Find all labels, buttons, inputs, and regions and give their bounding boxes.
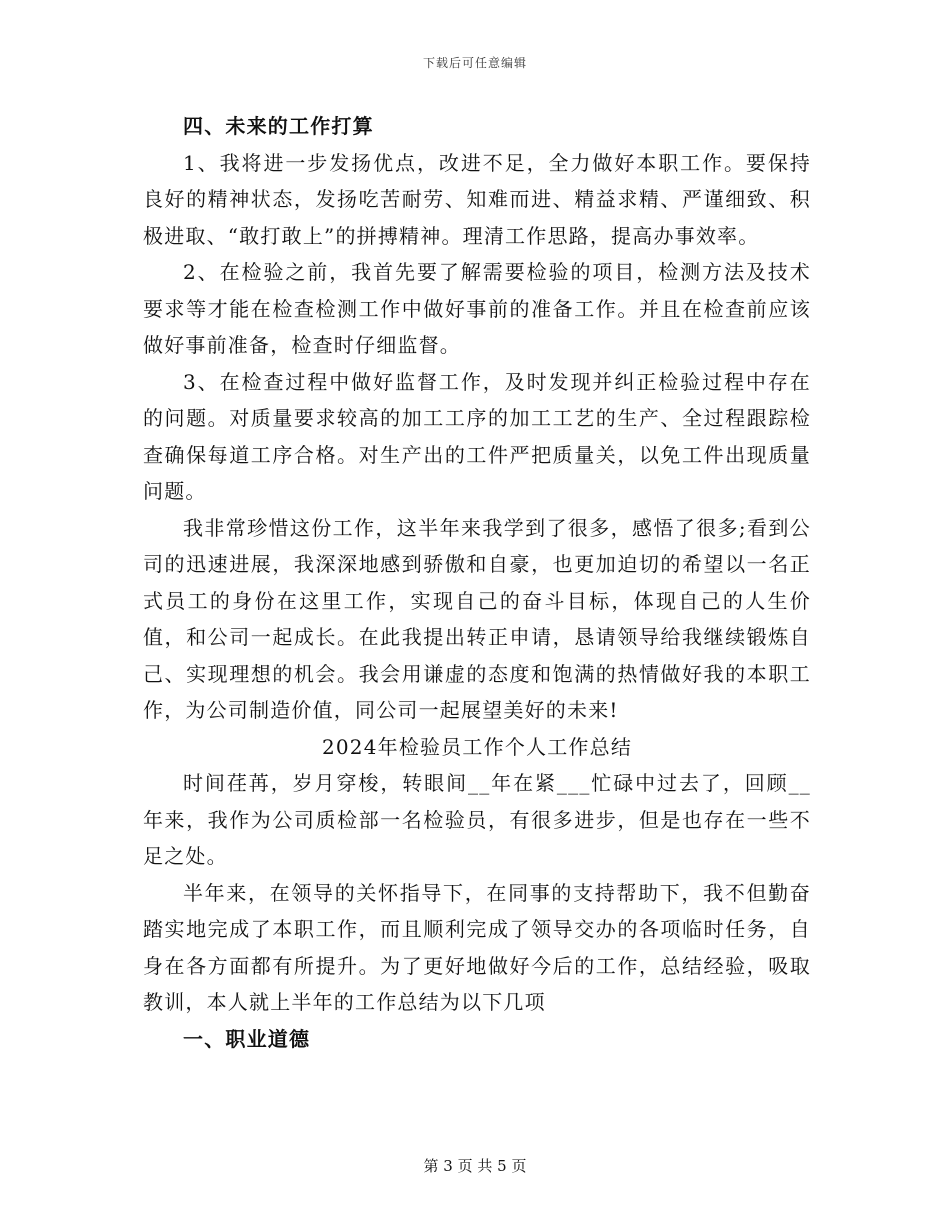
page-header: 下载后可任意编辑 xyxy=(422,56,527,70)
section-heading-future-plans: 四、未来的工作打算 xyxy=(183,114,374,138)
document-title: 2024年检验员工作个人工作总结 xyxy=(321,734,633,759)
paragraph: 我非常珍惜这份工作，这半年来我学到了很多，感悟了很多;看到公司的迅速进展，我深深地感到骄傲和自豪，也更加迫切的希望以一名正式员工的身份在这里工作，实现自己的奋斗目标，体现自己的人生价值，和公司一起成长。在此我提出转正申请，恳请领导给我继续锻炼自己、实现理想的机会。我会用谦虚的态度和饱满的热情做好我的本职工作，为公司制造价值，同公司一起展望美好的未来! xyxy=(143,515,811,722)
section-heading-ethics: 一、职业道德 xyxy=(183,1026,311,1051)
paragraph: 半年来，在领导的关怀指导下，在同事的支持帮助下，我不但勤奋踏实地完成了本职工作，而且顺利完成了领导交办的各项临时任务，自身在各方面都有所提升。为了更好地做好今后的工作，总结经验，吸取教训，本人就上半年的工作总结为以下几项 xyxy=(143,880,811,1014)
paragraph: 1、我将进一步发扬优点，改进不足，全力做好本职工作。要保持良好的精神状态，发扬吃苦耐劳、知难而进、精益求精、严谨细致、积极进取、“敢打敢上”的拼搏精神。理清工作思路，提高办事效率。 xyxy=(143,150,811,248)
paragraph: 时间荏苒，岁月穿梭，转眼间__年在紧___忙碌中过去了，回顾__年来，我作为公司质检部一名检验员，有很多进步，但是也存在一些不足之处。 xyxy=(143,771,811,868)
document-body xyxy=(143,108,811,1057)
paragraph: 3、在检查过程中做好监督工作，及时发现并纠正检验过程中存在的问题。对质量要求较高的加工工序的加工工艺的生产、全过程跟踪检查确保每道工序合格。对生产出的工件严把质量关，以免工件出现质量问题。 xyxy=(143,369,811,503)
paragraph: 2、在检验之前，我首先要了解需要检验的项目，检测方法及技术要求等才能在检查检测工作中做好事前的准备工作。并且在检查前应该做好事前准备，检查时仔细监督。 xyxy=(143,260,811,357)
page-footer: 第 3 页 共 5 页 xyxy=(423,1157,527,1175)
